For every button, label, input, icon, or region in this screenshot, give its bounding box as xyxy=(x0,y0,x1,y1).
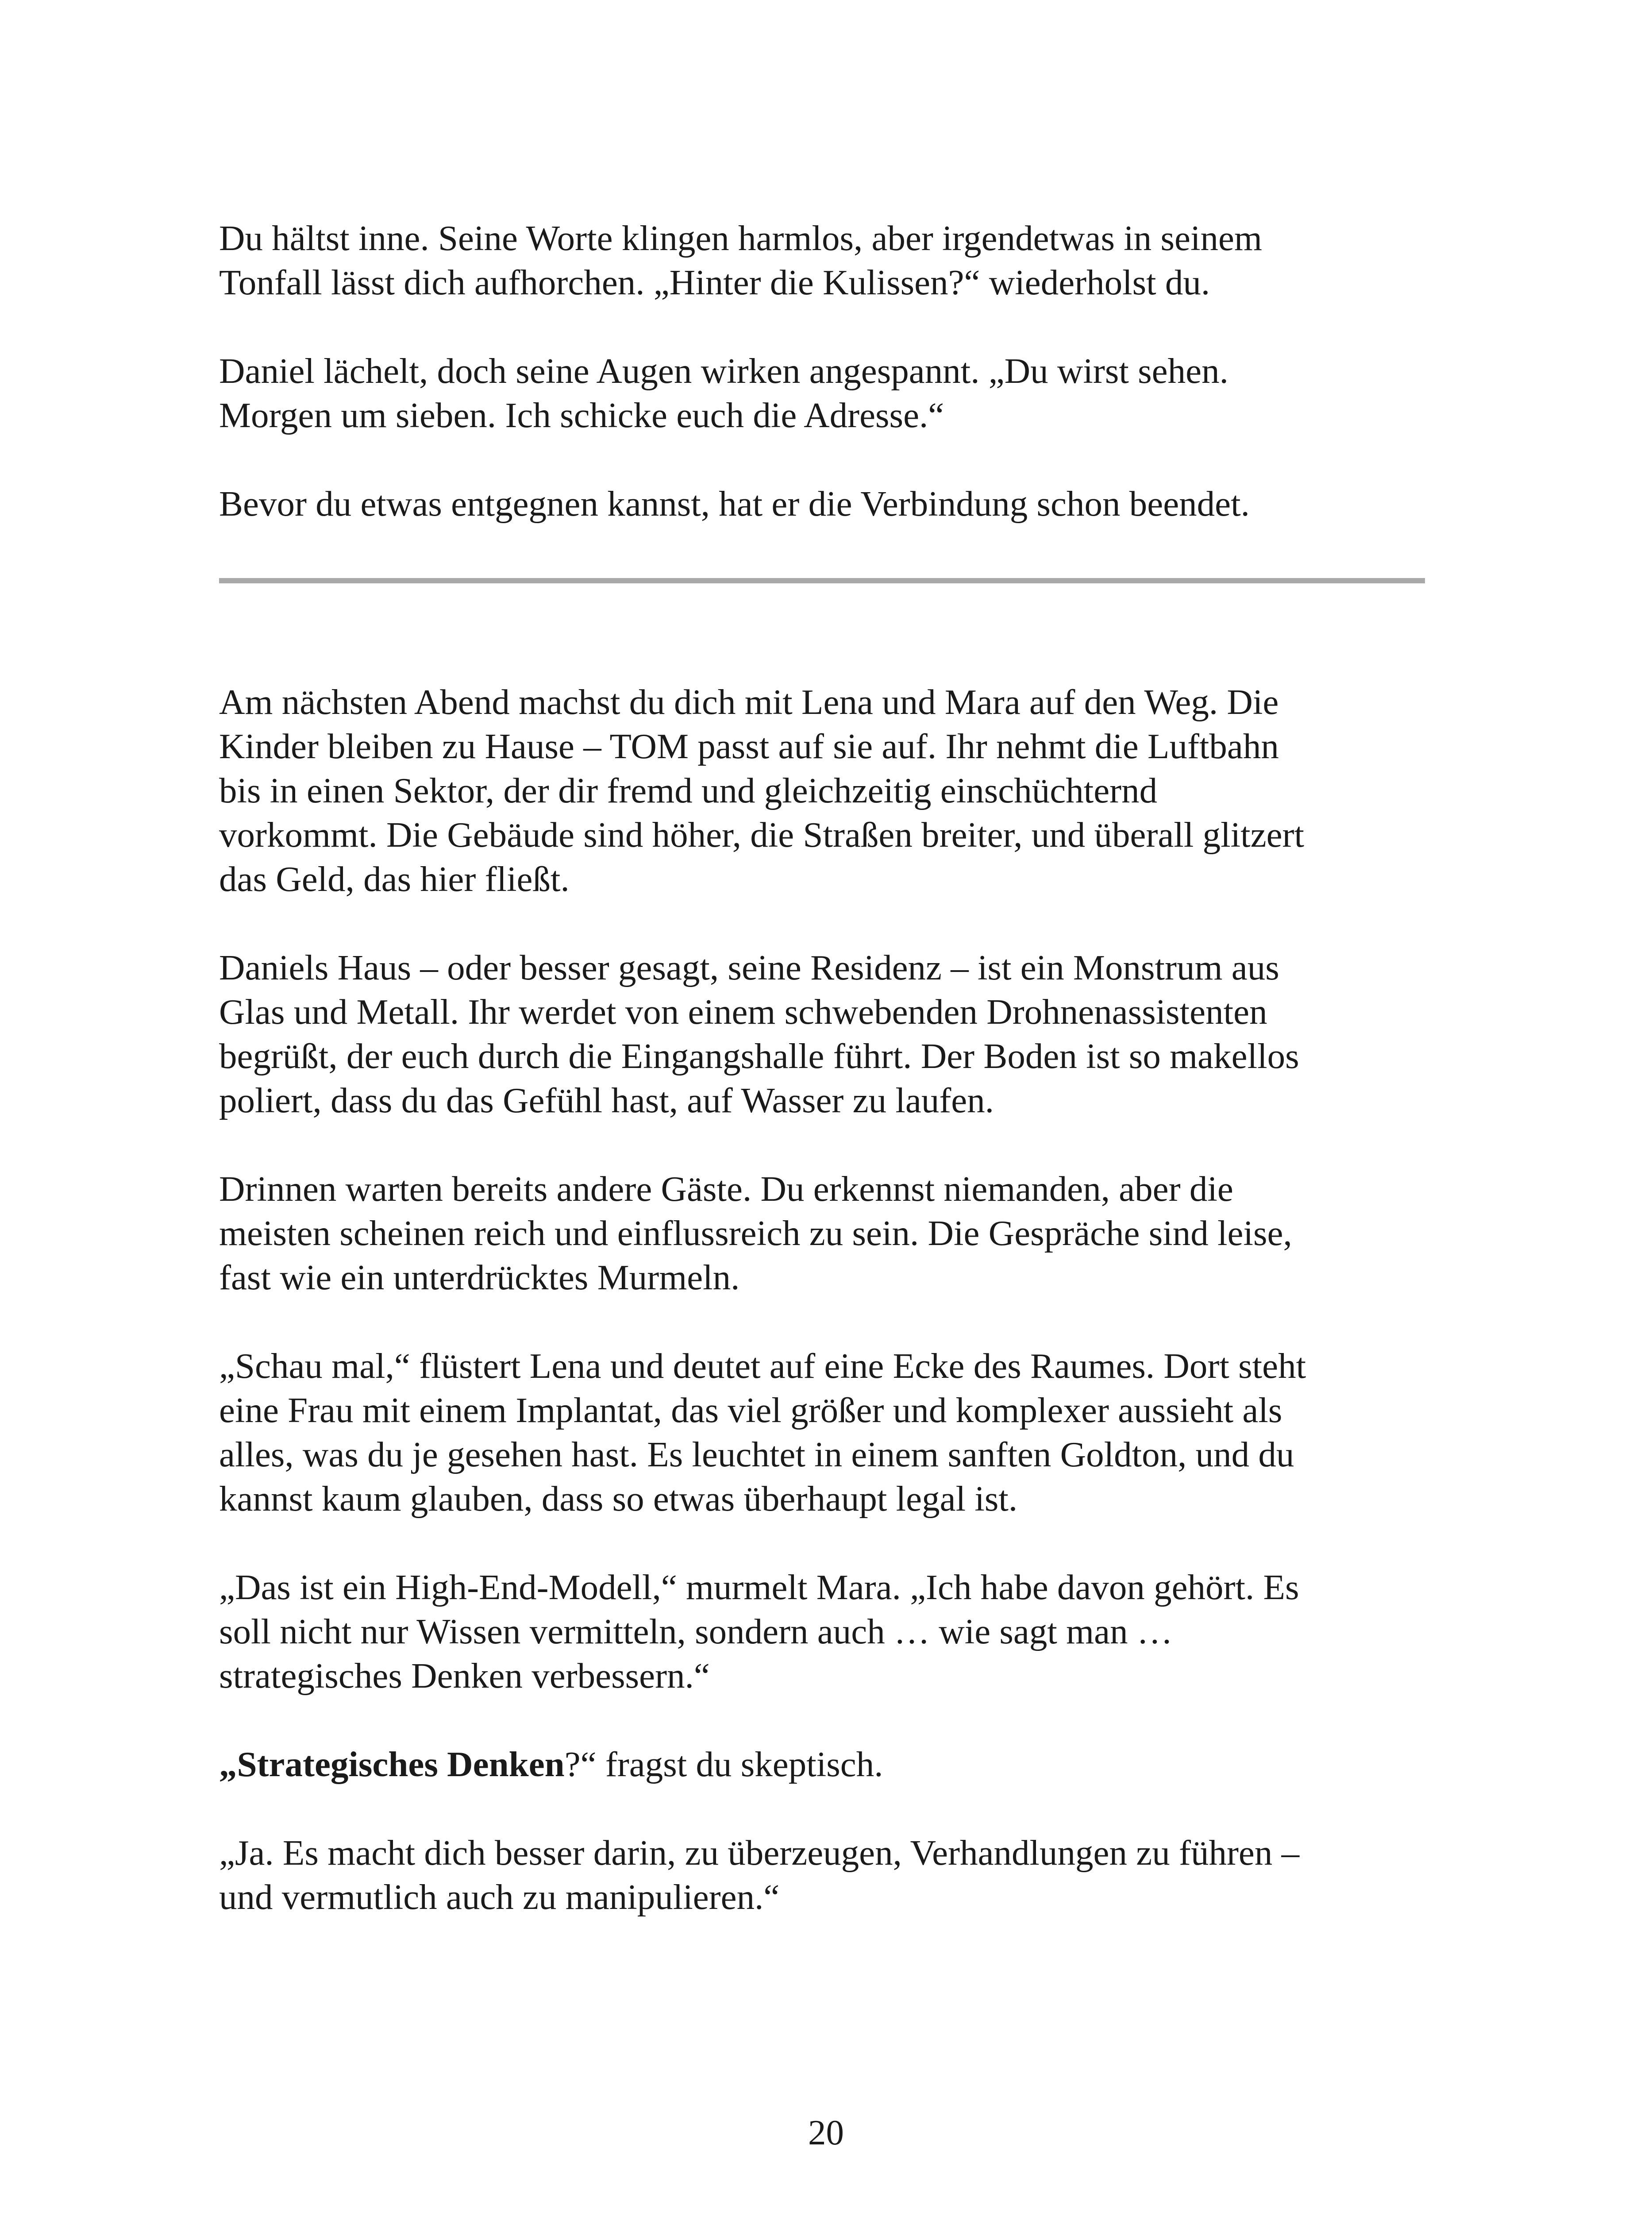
page-number: 20 xyxy=(808,2113,844,2152)
paragraph: Am nächsten Abend machst du dich mit Lena und Mara auf den Weg. Die Kinder bleiben zu Hause – TOM passt auf sie auf. Ihr nehmt die Luftbahn bis in einen Sektor, der dir fremd und gleichzeitig einschüchternd vorkommt. Die Gebäude sind höher, die Straßen breiter, und überall glitzert das Geld, das hier fließt. xyxy=(219,682,1305,899)
section-divider-block xyxy=(219,526,1432,680)
text-column xyxy=(219,216,1432,1919)
paragraph: Du hältst inne. Seine Worte klingen harmlos, aber irgendetwas in seinem Tonfall lässt dich aufhorchen. „Hinter die Kulissen?“ wiederholst du. xyxy=(219,218,1262,302)
paragraph: Drinnen warten bereits andere Gäste. Du erkennst niemanden, aber die meisten scheinen reich und einflussreich zu sein. Die Gespräche sind leise, fast wie ein unterdrücktes Murmeln. xyxy=(219,1169,1292,1297)
paragraph: „Das ist ein High-End-Modell,“ murmelt Mara. „Ich habe davon gehört. Es soll nicht nur Wissen vermitteln, sondern auch … wie sagt man … strategisches Denken verbessern.“ xyxy=(219,1567,1299,1696)
paragraph: „Ja. Es macht dich besser darin, zu überzeugen, Verhandlungen zu führen – und vermutlich auch zu manipulieren.“ xyxy=(219,1833,1300,1917)
section-divider xyxy=(219,578,1425,583)
paragraph: Daniel lächelt, doch seine Augen wirken angespannt. „Du wirst sehen. Morgen um sieben. Ich schicke euch die Adresse.“ xyxy=(219,351,1228,435)
paragraph: Bevor du etwas entgegnen kannst, hat er die Verbindung schon beendet. xyxy=(219,484,1250,524)
bold-phrase: „Strategisches Denken xyxy=(219,1744,565,1784)
paragraph-with-bold xyxy=(219,1742,1432,1786)
paragraph: Daniels Haus – oder besser gesagt, seine Residenz – ist ein Monstrum aus Glas und Metall. Ihr werdet von einem schwebenden Drohnenassistenten begrüßt, der euch durch die Eingangshalle führt. Der Boden ist so makellos poliert, dass du das Gefühl hast, auf Wasser zu laufen. xyxy=(219,948,1299,1120)
paragraph-rest: ?“ fragst du skeptisch. xyxy=(564,1744,883,1784)
paragraph: „Schau mal,“ flüstert Lena und deutet auf eine Ecke des Raumes. Dort steht eine Frau mit einem Implantat, das viel größer und komplexer aussieht als alles, was du je gesehen hast. Es leuchtet in einem sanften Goldton, und du kannst kaum glauben, dass so etwas überhaupt legal ist. xyxy=(219,1346,1306,1519)
